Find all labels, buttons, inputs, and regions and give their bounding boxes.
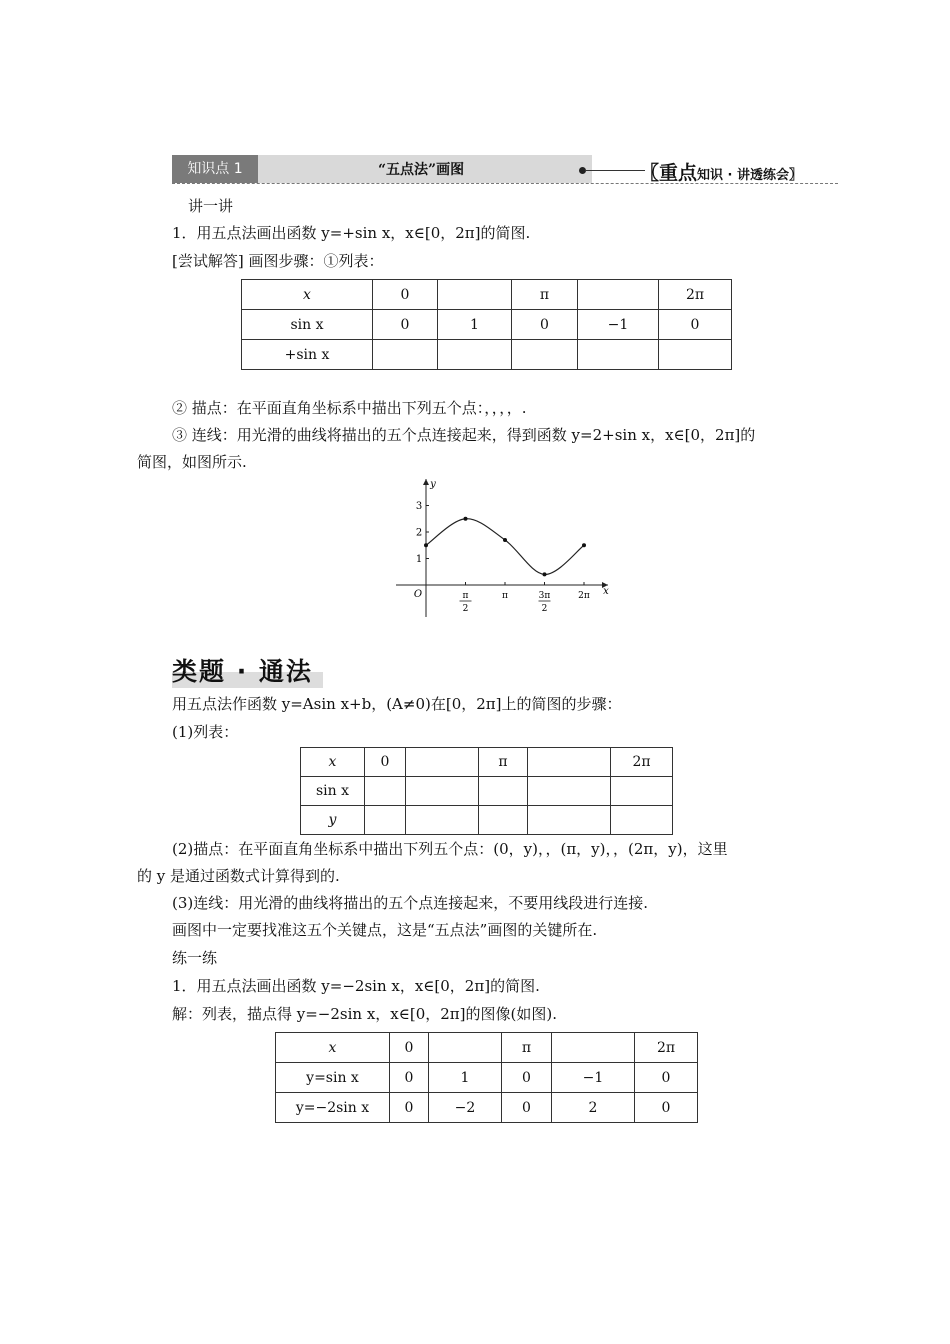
x-tick-label: π: [462, 591, 469, 601]
table-cell: 0: [502, 1063, 552, 1093]
table-cell: [578, 280, 659, 310]
data-point: [424, 543, 428, 547]
lecture-table: [241, 279, 732, 370]
x-tick-label: 2π: [578, 591, 590, 601]
table-cell: 0: [512, 310, 578, 340]
y-tick-label: 2: [415, 527, 423, 539]
table-cell: [406, 777, 479, 806]
header-divider: [172, 183, 838, 184]
table-cell: −2: [429, 1093, 502, 1123]
table-cell: 0: [373, 280, 438, 310]
table-cell: x: [242, 280, 373, 310]
method-note: 画图中一定要找准这五个关键点，这是“五点法”画图的关键所在.: [172, 921, 598, 939]
header-badge: [640, 158, 802, 185]
table-cell: [528, 748, 611, 777]
table-cell: 0: [390, 1033, 429, 1063]
lecture-step3-line2: 简图，如图所示.: [137, 453, 247, 471]
header-connector-line: [585, 170, 645, 171]
x-tick-label: 2: [462, 604, 469, 614]
table-cell: 0: [659, 310, 732, 340]
method-intro: 用五点法作函数 y=Asin x+b，(A≠0)在[0，2π]上的简图的步骤：: [172, 695, 622, 713]
table-cell: π: [502, 1033, 552, 1063]
table-cell: 0: [390, 1063, 429, 1093]
section-title: “五点法”画图: [378, 162, 465, 178]
method-step1: (1)列表：: [172, 723, 239, 741]
table-cell: [438, 280, 512, 310]
table-cell: [406, 806, 479, 835]
table-cell: 0: [373, 310, 438, 340]
table-cell: 0: [502, 1093, 552, 1123]
header-badge-sub: 知识 · 讲透练会〗: [697, 168, 803, 183]
table-cell: sin x: [242, 310, 373, 340]
table-cell: [528, 806, 611, 835]
y-axis-arrow-icon: [423, 479, 429, 485]
table-cell: y: [301, 806, 365, 835]
table-cell: 0: [635, 1063, 698, 1093]
x-tick-label: 2: [541, 604, 548, 614]
y-tick-label: 3: [415, 501, 423, 512]
table-cell: x: [276, 1033, 390, 1063]
lecture-heading: 讲一讲: [188, 197, 234, 215]
method-step3: (3)连线：用光滑的曲线将描出的五个点连接起来，不要用线段进行连接.: [172, 894, 649, 912]
method-step2-line2: 的 y 是通过函数式计算得到的.: [137, 867, 340, 885]
origin-label: O: [413, 589, 423, 600]
method-section-title: 类题 · 通法: [172, 652, 323, 688]
table-cell: [552, 1033, 635, 1063]
table-cell: 2π: [635, 1033, 698, 1063]
table-cell: 2π: [659, 280, 732, 310]
table-cell: [365, 806, 406, 835]
x-tick-label: π: [502, 591, 508, 601]
table-cell: 0: [390, 1093, 429, 1123]
data-point: [582, 543, 586, 547]
table-cell: [611, 806, 673, 835]
data-point: [503, 538, 507, 542]
table-cell: [479, 777, 528, 806]
y-tick-label: 1: [415, 554, 423, 565]
table-cell: y=−2sin x: [276, 1093, 390, 1123]
practice-solution: 解：列表，描点得 y=−2sin x，x∈[0，2π]的图像(如图).: [172, 1005, 557, 1023]
practice-problem: 1．用五点法画出函数 y=−2sin x，x∈[0，2π]的简图.: [172, 977, 540, 995]
table-cell: 1: [429, 1063, 502, 1093]
table-cell: [365, 777, 406, 806]
table-cell: 0: [635, 1093, 698, 1123]
table-cell: π: [479, 748, 528, 777]
graph-curve: [426, 519, 584, 575]
table-cell: [578, 340, 659, 370]
y-axis-label: y: [430, 479, 436, 490]
table-cell: x: [301, 748, 365, 777]
table-cell: 2: [552, 1093, 635, 1123]
table-cell: [611, 777, 673, 806]
table-cell: [659, 340, 732, 370]
table-cell: [438, 340, 512, 370]
table-cell: [528, 777, 611, 806]
table-cell: π: [512, 280, 578, 310]
table-cell: sin x: [301, 777, 365, 806]
table-cell: 1: [438, 310, 512, 340]
table-cell: y=sin x: [276, 1063, 390, 1093]
sine-graph: [392, 475, 622, 620]
practice-table: [275, 1032, 698, 1123]
lecture-problem: 1．用五点法画出函数 y=+sin x，x∈[0，2π]的简图.: [172, 224, 531, 242]
data-point: [464, 517, 468, 521]
method-step2-line1: (2)描点：在平面直角坐标系中描出下列五个点：(0，y)，，(π，y)，，(2π，y)，这里: [172, 840, 728, 858]
table-cell: +sin x: [242, 340, 373, 370]
table-cell: [429, 1033, 502, 1063]
knowledge-point-tag: 知识点 1: [172, 155, 258, 183]
x-axis-label: x: [603, 586, 609, 597]
table-cell: [406, 748, 479, 777]
table-cell: [512, 340, 578, 370]
data-point: [543, 572, 547, 576]
lecture-step2: ② 描点：在平面直角坐标系中描出下列五个点：，，，，.: [172, 399, 527, 417]
header-badge-main: 〖重点: [640, 162, 698, 184]
practice-heading: 练一练: [172, 949, 218, 967]
table-cell: 2π: [611, 748, 673, 777]
x-tick-label: 3π: [538, 591, 551, 601]
table-cell: [373, 340, 438, 370]
answer-intro: [尝试解答] 画图步骤：①列表：: [172, 252, 384, 270]
table-cell: 0: [365, 748, 406, 777]
table-cell: −1: [552, 1063, 635, 1093]
lecture-step3-line1: ③ 连线：用光滑的曲线将描出的五个点连接起来，得到函数 y=2+sin x，x∈[0，2π]的: [172, 426, 756, 444]
table-cell: −1: [578, 310, 659, 340]
method-table: [300, 747, 673, 835]
table-cell: [479, 806, 528, 835]
